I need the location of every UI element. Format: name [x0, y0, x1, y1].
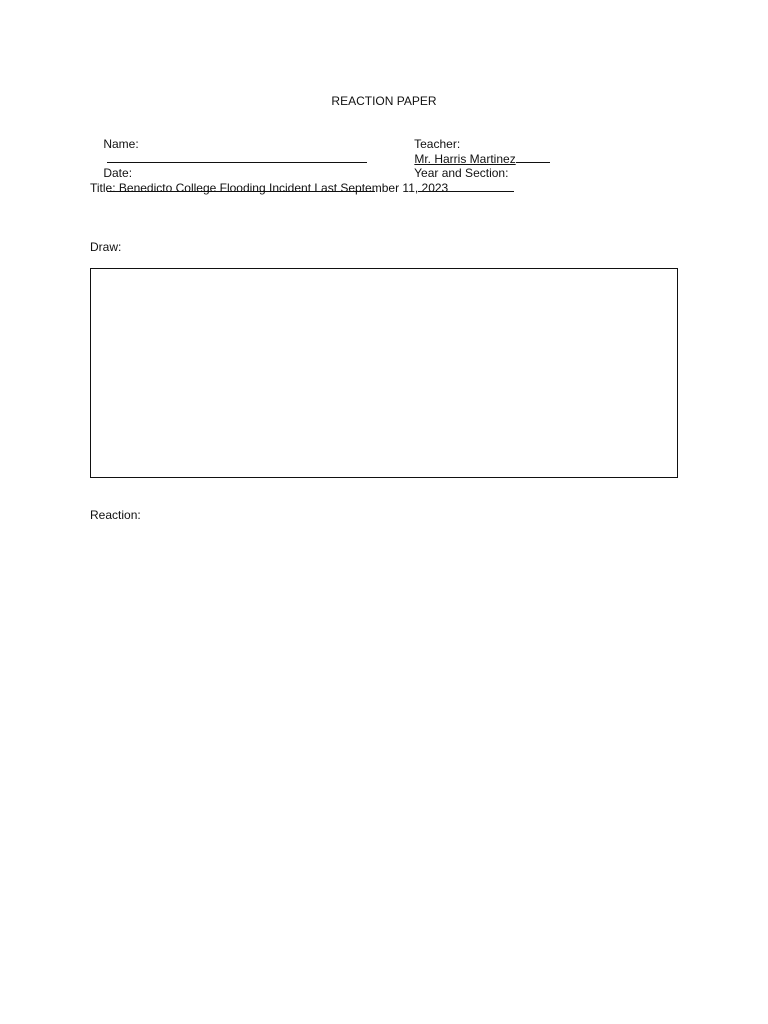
name-label: Name: — [103, 137, 139, 151]
teacher-label: Teacher: — [414, 137, 461, 151]
draw-label: Draw: — [90, 240, 122, 254]
teacher-value: Mr. Harris Martinez — [414, 152, 516, 166]
paper-title-line: Title: Benedicto College Flooding Incident Last September 11, 2023 — [90, 181, 449, 195]
teacher-blank[interactable] — [516, 151, 550, 163]
reaction-label: Reaction: — [90, 508, 141, 522]
date-label: Date: — [103, 166, 133, 180]
year-section-label: Year and Section: — [414, 166, 509, 180]
document-title: REACTION PAPER — [331, 94, 437, 108]
drawing-box[interactable] — [90, 268, 678, 478]
